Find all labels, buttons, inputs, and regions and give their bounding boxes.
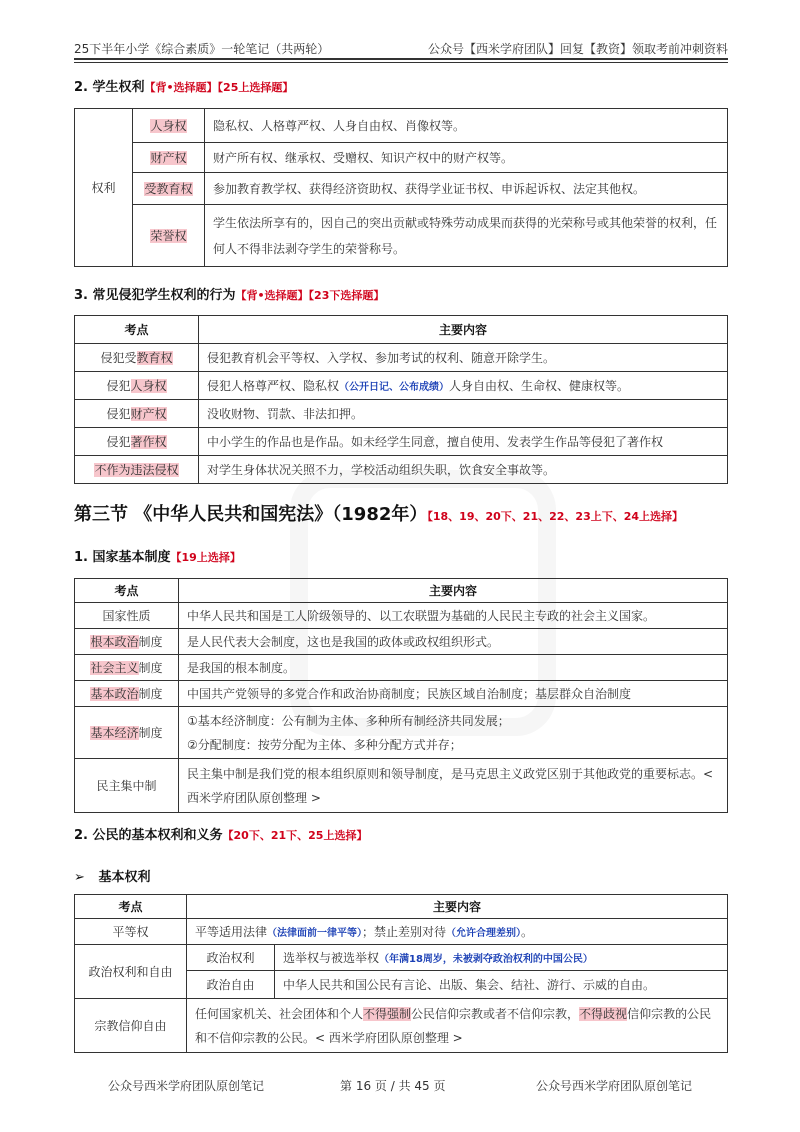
right-content: 隐私权、人格尊严权、人身自由权、肖像权等。 [205,109,728,143]
row-content: 是我国的根本制度。 [179,655,728,681]
topic-cell: 国家性质 [75,603,179,629]
note: （公开日记、公布成绩） [339,382,450,393]
header-left: 25下半年小学《综合素质》一轮笔记（共两轮） [74,42,330,56]
right-content: 参加教育教学权、获得经济资助权、获得学业证书权、申诉起诉权、法定其他权。 [205,173,728,205]
section-heading-citizen: 2. 公民的基本权利和义务【20下、21下、25上选择】 [74,828,368,843]
section-heading-student-rights: 2. 学生权利【背•选择题】【25上选择题】 [74,80,294,95]
highlight: 人身权 [130,379,167,393]
exam-tag: 【18、19、20下、21、22、23上下、24上选择】 [427,510,684,523]
sub-topic-cell: 政治自由 [187,971,275,999]
topic-cell: 政治权利和自由 [75,945,187,999]
row-content: 中国共产党领导的多党合作和政治协商制度；民族区域自治制度；基层群众自治制度 [179,681,728,707]
student-rights-table [74,108,728,267]
row-content: ①基本经济制度：公有制为主体、多种所有制经济共同发展； ②分配制度：按劳分配为主体、多种分配方式并存； [179,707,728,759]
basic-system-table: 考点 主要内容 国家性质 中华人民共和国是工人阶级领导的、以工农联盟为基础的人民民主专政的社会主义国家。 根本政治制度 是人民代表大会制度，这也是我国的政体或政权组织形式。 社会主义制度 是我国的根本制度。 基本政治制度 中国共产党领导的多党合作和政治协商制度；民族区域自治制度；基层群众自治制度 基本经济制度 ①基本经济制度：公有制为主体、多种所有制经济共同发展； ②分配制度：按劳分配为主体、多种分配方式并存； 民主集中制 民主集中制是我们党的根本组织原则和领导制度，是马克思主义政党区别于其他政党的重要标志。< 西米学府团队原创整理 > [74,578,728,813]
arrow-bullet-icon: ➢ [74,870,85,885]
highlight: 不作为违法侵权 [94,463,179,477]
right-name: 人身权 [150,119,187,133]
right-content: 财产所有权、继承权、受赠权、知识产权中的财产权等。 [205,143,728,173]
sub-topic-cell: 政治权利 [187,945,275,971]
header-rule [74,58,728,60]
header-right: 公众号【西米学府团队】回复【教资】领取考前冲刺资料 [427,42,728,56]
highlight: 著作权 [130,435,167,449]
row-content: 中华人民共和国公民有言论、出版、集会、结社、游行、示威的自由。 [275,971,728,999]
highlight: 基本经济 [90,726,139,740]
note: （年满18周岁，未被剥夺政治权利的中国公民） [379,954,593,965]
right-name: 荣誉权 [150,229,187,243]
highlight: 教育权 [136,351,173,365]
right-name: 受教育权 [144,182,193,196]
right-name: 财产权 [150,151,187,165]
bullet-heading: ➢ 基本权利 [74,870,151,885]
row-content: 任何国家机关、社会团体和个人不得强制公民信仰宗教或者不信仰宗教，不得歧视信仰宗教的公民和不信仰宗教的公民。< 西米学府团队原创整理 > [187,999,728,1053]
exam-tag: 【背•选择题】【25上选择题】 [144,81,294,94]
footer-right: 公众号西米学府团队原创笔记 [536,1079,693,1093]
chapter-section-title: 第三节 《中华人民共和国宪法》（1982年）【18、19、20下、21、22、23上下、24上选择】 [74,504,684,525]
exam-tag: 【19上选择】 [170,551,241,564]
header-rule-thin [74,62,728,63]
row-content: 平等适用法律（法律面前一律平等）；禁止差别对待（允许合理差别）。 [187,919,728,945]
col-header: 考点 [75,316,199,344]
row-content: 选举权与被选举权（年满18周岁，未被剥夺政治权利的中国公民） [275,945,728,971]
page-number: 第 16 页 / 共 45 页 [340,1079,446,1093]
col-header: 主要内容 [187,895,728,919]
row-content: 中小学生的作品也是作品。如未经学生同意，擅自使用、发表学生作品等侵犯了著作权 [199,428,728,456]
col-header: 主要内容 [199,316,728,344]
section-heading-infringe: 3. 常见侵犯学生权利的行为【背•选择题】【23下选择题】 [74,288,385,303]
row-content: 对学生身体状况关照不力，学校活动组织失职，饮食安全事故等。 [199,456,728,484]
topic-cell: 民主集中制 [75,759,179,813]
row-content: 侵犯人格尊严权、隐私权（公开日记、公布成绩）人身自由权、生命权、健康权等。 [199,372,728,400]
highlight: 根本政治 [90,635,139,649]
row-content: 没收财物、罚款、非法扣押。 [199,400,728,428]
row-content: 是人民代表大会制度，这也是我国的政体或政权组织形式。 [179,629,728,655]
highlight: 社会主义 [90,661,139,675]
row-content: 侵犯教育机会平等权、入学权、参加考试的权利、随意开除学生。 [199,344,728,372]
exam-tag: 【20下、21下、25上选择】 [222,829,368,842]
highlight: 不得歧视 [579,1006,628,1021]
topic-cell: 平等权 [75,919,187,945]
infringe-table: 考点 主要内容 侵犯受教育权 侵犯教育机会平等权、入学权、参加考试的权利、随意开除学生。 侵犯人身权 侵犯人格尊严权、隐私权（公开日记、公布成绩）人身自由权、生命权、健康权等。 侵犯财产权 没收财物、罚款、非法扣押。 侵犯著作权 中小学生的作品也是作品。如未经学生同意，擅自使用、发表学生作品等侵犯了著作权 不作为违法侵权 对学生身体状况关照不力，学校活动组织失职，饮食安全事故等。 [74,315,728,484]
right-content: 学生依法所享有的，因自己的突出贡献或特殊劳动成果而获得的光荣称号或其他荣誉的权利，任何人不得非法剥夺学生的荣誉称号。 [205,205,728,267]
footer-left: 公众号西米学府团队原创笔记 [108,1079,265,1093]
col-header: 主要内容 [179,579,728,603]
highlight: 不得强制 [363,1006,412,1021]
topic-cell: 宗教信仰自由 [75,999,187,1053]
highlight: 财产权 [130,407,167,421]
row-content: 中华人民共和国是工人阶级领导的、以工农联盟为基础的人民民主专政的社会主义国家。 [179,603,728,629]
note: （法律面前一律平等） [267,928,363,939]
rights-group-cell: 权利 [75,109,133,267]
citizen-rights-table [74,894,728,1053]
col-header: 考点 [75,579,179,603]
exam-tag: 【背•选择题】【23下选择题】 [235,289,385,302]
note: （允许合理差别） [446,928,522,939]
col-header: 考点 [75,895,187,919]
row-content: 民主集中制是我们党的根本组织原则和领导制度，是马克思主义政党区别于其他政党的重要标志。< 西米学府团队原创整理 > [179,759,728,813]
section-heading-basic-system: 1. 国家基本制度【19上选择】 [74,550,241,565]
highlight: 基本政治 [90,687,139,701]
